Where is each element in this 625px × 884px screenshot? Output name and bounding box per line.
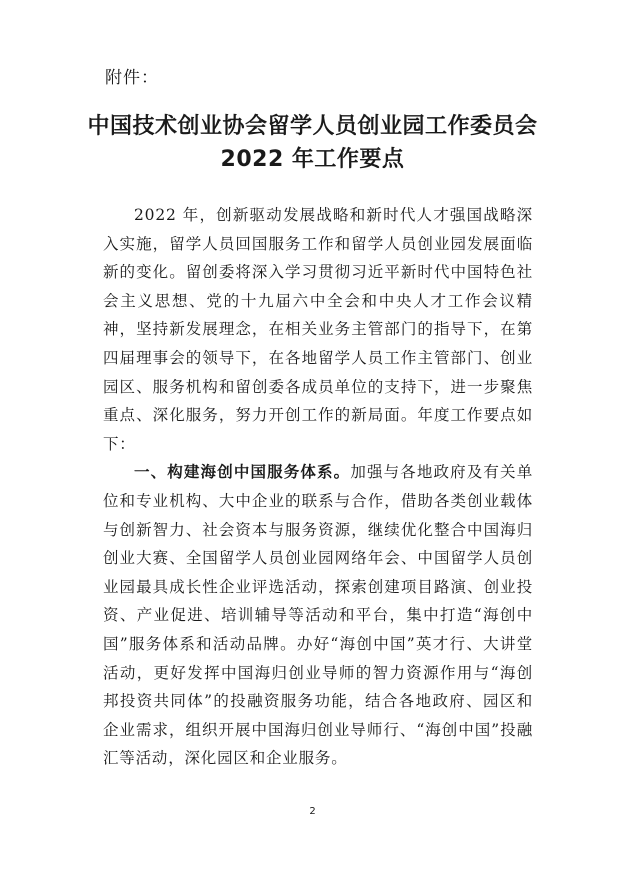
attachment-label: 附件：	[105, 68, 159, 88]
document-title-line2: 2022 年工作要点	[220, 147, 405, 172]
document-title-line1: 中国技术创业协会留学人员创业园工作委员会	[87, 114, 538, 139]
section-1-paragraph	[103, 458, 533, 773]
document-body	[103, 201, 533, 773]
section-1-heading: 一、构建海创中国服务体系。	[134, 463, 351, 482]
intro-paragraph: 2022 年，创新驱动发展战略和新时代人才强国战略深入实施，留学人员回国服务工作和留学人员创业园发展面临新的变化。留创委将深入学习贯彻习近平新时代中国特色社会主义思想、党的十九届六中全会和中央人才工作会议精神，坚持新发展理念，在相关业务主管部门的指导下，在第四届理事会的领导下，在各地留学人员工作主管部门、创业园区、服务机构和留创委各成员单位的支持下，进一步聚焦重点、深化服务，努力开创工作的新局面。年度工作要点如下：	[103, 206, 533, 453]
section-1-text: 加强与各地政府及有关单位和专业机构、大中企业的联系与合作，借助各类创业载体与创新智力、社会资本与服务资源，继续优化整合中国海归创业大赛、全国留学人员创业园网络年会、中国留学人员创业园最具成长性企业评选活动，探索创建项目路演、创业投资、产业促进、培训辅导等活动和平台，集中打造“海创中国”服务体系和活动品牌。办好“海创中国”英才行、大讲堂活动，更好发挥中国海归创业导师的智力资源作用与“海创邦投资共同体”的投融资服务功能，结合各地政府、园区和企业需求，组织开展中国海归创业导师行、“海创中国”投融汇等活动，深化园区和企业服务。	[103, 463, 533, 768]
page-number: 2	[309, 806, 316, 817]
